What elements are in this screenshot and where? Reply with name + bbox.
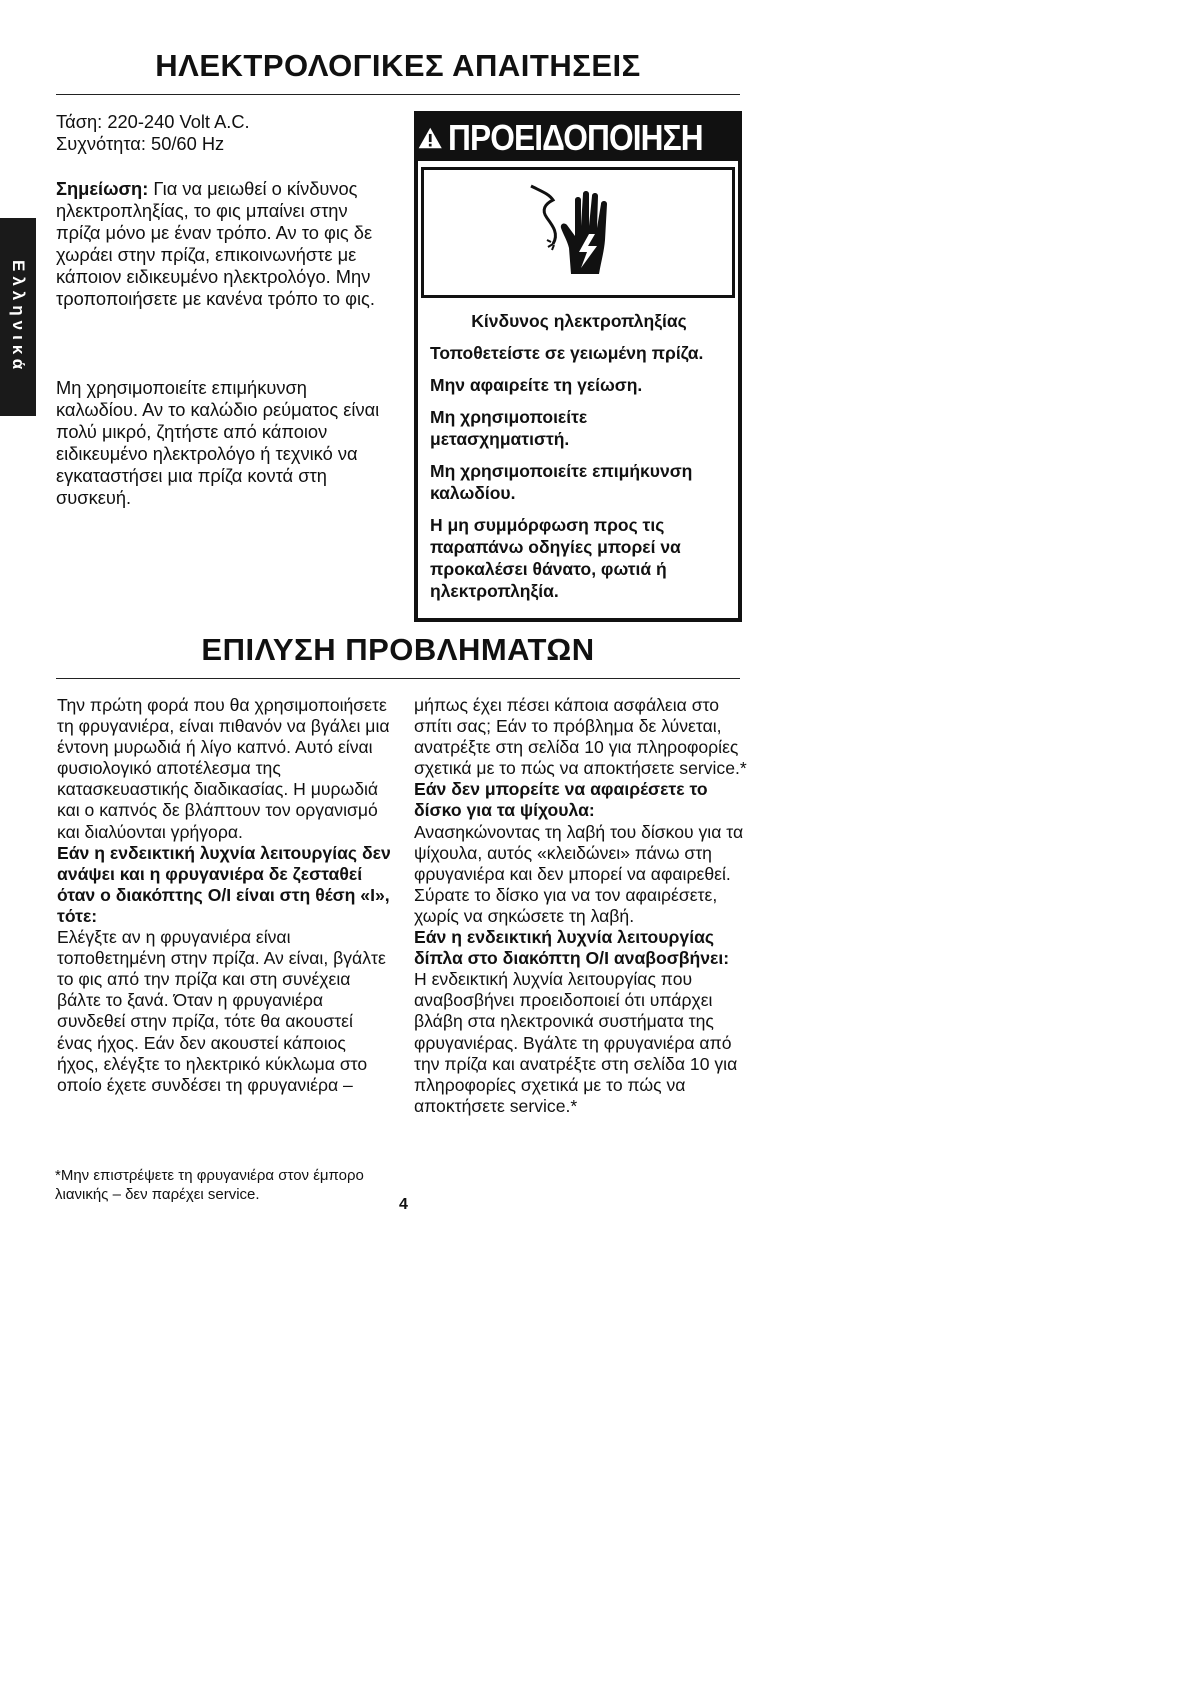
electrical-specs — [56, 111, 396, 155]
electrical-requirements-title: ΗΛΕΚΤΡΟΛΟΓΙΚΕΣ ΑΠΑΙΤΗΣΕΙΣ — [155, 48, 641, 83]
troubleshooting-left-column — [57, 695, 392, 1096]
shock-hazard-symbol — [421, 167, 735, 298]
shock-hazard-icon — [523, 178, 633, 288]
plug-note — [56, 178, 391, 310]
note-label: Σημείωση: — [56, 178, 149, 199]
question-power-light: Εάν η ενδεικτική λυχνία λειτουργίας δεν ανάψει και η φρυγανιέρα δε ζεσταθεί όταν ο διακόπτης O/I είναι στη θέση «I», τότε: — [57, 842, 391, 926]
warning-title: ΠΡΟΕΙΔΟΠΟΙΗΣΗ — [448, 117, 704, 158]
answer-power-light: Ελέγξτε αν η φρυγανιέρα είναι τοποθετημένη στην πρίζα. Αν είναι, βγάλτε το φις από την πρίζα και στη συνέχεια βάλτε το ξανά. Όταν η φρυγανιέρα συνδεθεί στην πρίζα, τότε θα ακουστεί ένας ήχος. Εάν δεν ακουστεί κάποιος ήχος, ελέγξτε το ηλεκτρικό κύκλωμα στο οποίο έχετε συνδέσει τη φρυγανιέρα – — [57, 927, 386, 1095]
extension-cord-note: Μη χρησιμοποιείτε επιμήκυνση καλωδίου. Αν το καλώδιο ρεύματος είναι πολύ μικρό, ζητήστε από κάποιον ειδικευμένο ηλεκτρολόγο ή τεχνικό να εγκαταστήσει μια πρίζα κοντά στη συσκευή. — [56, 377, 380, 508]
troubleshooting-title: ΕΠΙΛΥΣΗ ΠΡΟΒΛΗΜΑΤΩΝ — [201, 632, 595, 667]
hazard-label: Κίνδυνος ηλεκτροπληξίας — [471, 311, 687, 331]
page-number: 4 — [399, 1196, 408, 1213]
warning-header — [418, 115, 738, 161]
warning-line-extension: Μη χρησιμοποιείτε επιμήκυνση καλωδίου. — [430, 461, 693, 503]
intro-paragraph: Την πρώτη φορά που θα χρησιμοποιήσετε τη φρυγανιέρα, είναι πιθανόν να βγάλει μια έντονη μυρωδιά ή λίγο καπνό. Αυτό είναι φυσιολογικό αποτέλεσμα της κατασκευαστικής διαδικασίας. Η μυρωδιά και ο καπνός δε βλάπτουν τον οργανισμό και διαλύονται γρήγορα. — [57, 695, 390, 842]
language-tab-label: Ελληνικά — [9, 259, 28, 375]
warning-line-ground: Μην αφαιρείτε τη γείωση. — [430, 375, 643, 395]
voltage-spec: Τάση: 220-240 Volt A.C. — [56, 111, 250, 132]
answer-power-light-continued: μήπως έχει πέσει κάποια ασφάλεια στο σπίτι σας; Εάν το πρόβλημα δε λύνεται, ανατρέξτε στη σελίδα 10 για πληροφορίες σχετικά με το πώς να αποκτήσετε service.* — [414, 695, 747, 779]
frequency-spec: Συχνότητα: 50/60 Hz — [56, 133, 225, 154]
warning-box — [414, 111, 742, 622]
warning-line-consequence: Η μη συμμόρφωση προς τις παραπάνω οδηγίες μπορεί να προκαλέσει θάνατο, φωτιά ή ηλεκτροπληξία. — [430, 515, 681, 601]
language-tab — [0, 218, 36, 416]
troubleshooting-divider — [56, 678, 740, 679]
warning-line-grounded-outlet: Τοποθετείστε σε γειωμένη πρίζα. — [430, 343, 704, 363]
warning-triangle-icon — [418, 122, 442, 154]
note-text: Για να μειωθεί ο κίνδυνος ηλεκτροπληξίας, το φις μπαίνει στην πρίζα μόνο με έναν τρόπο. Αν το φις δε χωράει στην πρίζα, επικοινωνήστε με κάποιον ειδικευμένο ηλεκτρολόγο. Μην τροποποιήσετε με κανένα τρόπο το φις. — [56, 178, 375, 309]
question-crumb-tray: Εάν δεν μπορείτε να αφαιρέσετε το δίσκο για τα ψίχουλα: — [414, 779, 708, 821]
answer-crumb-tray: Ανασηκώνοντας τη λαβή του δίσκου για τα ψίχουλα, αυτός «κλειδώνει» πάνω στη φρυγανιέρα και δεν μπορεί να αφαιρεθεί. Σύρατε το δίσκο για να τον αφαιρέσετε, χωρίς να σηκώσετε τη λαβή. — [414, 821, 744, 926]
title-divider — [56, 94, 740, 95]
warning-line-adapter: Μη χρησιμοποιείτε μετασχηματιστή. — [430, 407, 588, 449]
answer-blinking-light: Η ενδεικτική λυχνία λειτουργίας που αναβοσβήνει προειδοποιεί ότι υπάρχει βλάβη στα ηλεκτρονικά συστήματα της φρυγανιέρας. Βγάλτε τη φρυγανιέρα από την πρίζα και ανατρέξτε στη σελίδα 10 για πληροφορίες σχετικά με το πώς να αποκτήσετε service.* — [414, 969, 738, 1116]
troubleshooting-right-column — [414, 695, 749, 1117]
question-blinking-light: Εάν η ενδεικτική λυχνία λειτουργίας δίπλα στο διακόπτη O/I αναβοσβήνει: — [414, 927, 730, 969]
warning-body — [418, 298, 738, 602]
footnote: *Μην επιστρέψετε τη φρυγανιέρα στον έμπορο λιανικής – δεν παρέχει service. — [55, 1167, 364, 1203]
